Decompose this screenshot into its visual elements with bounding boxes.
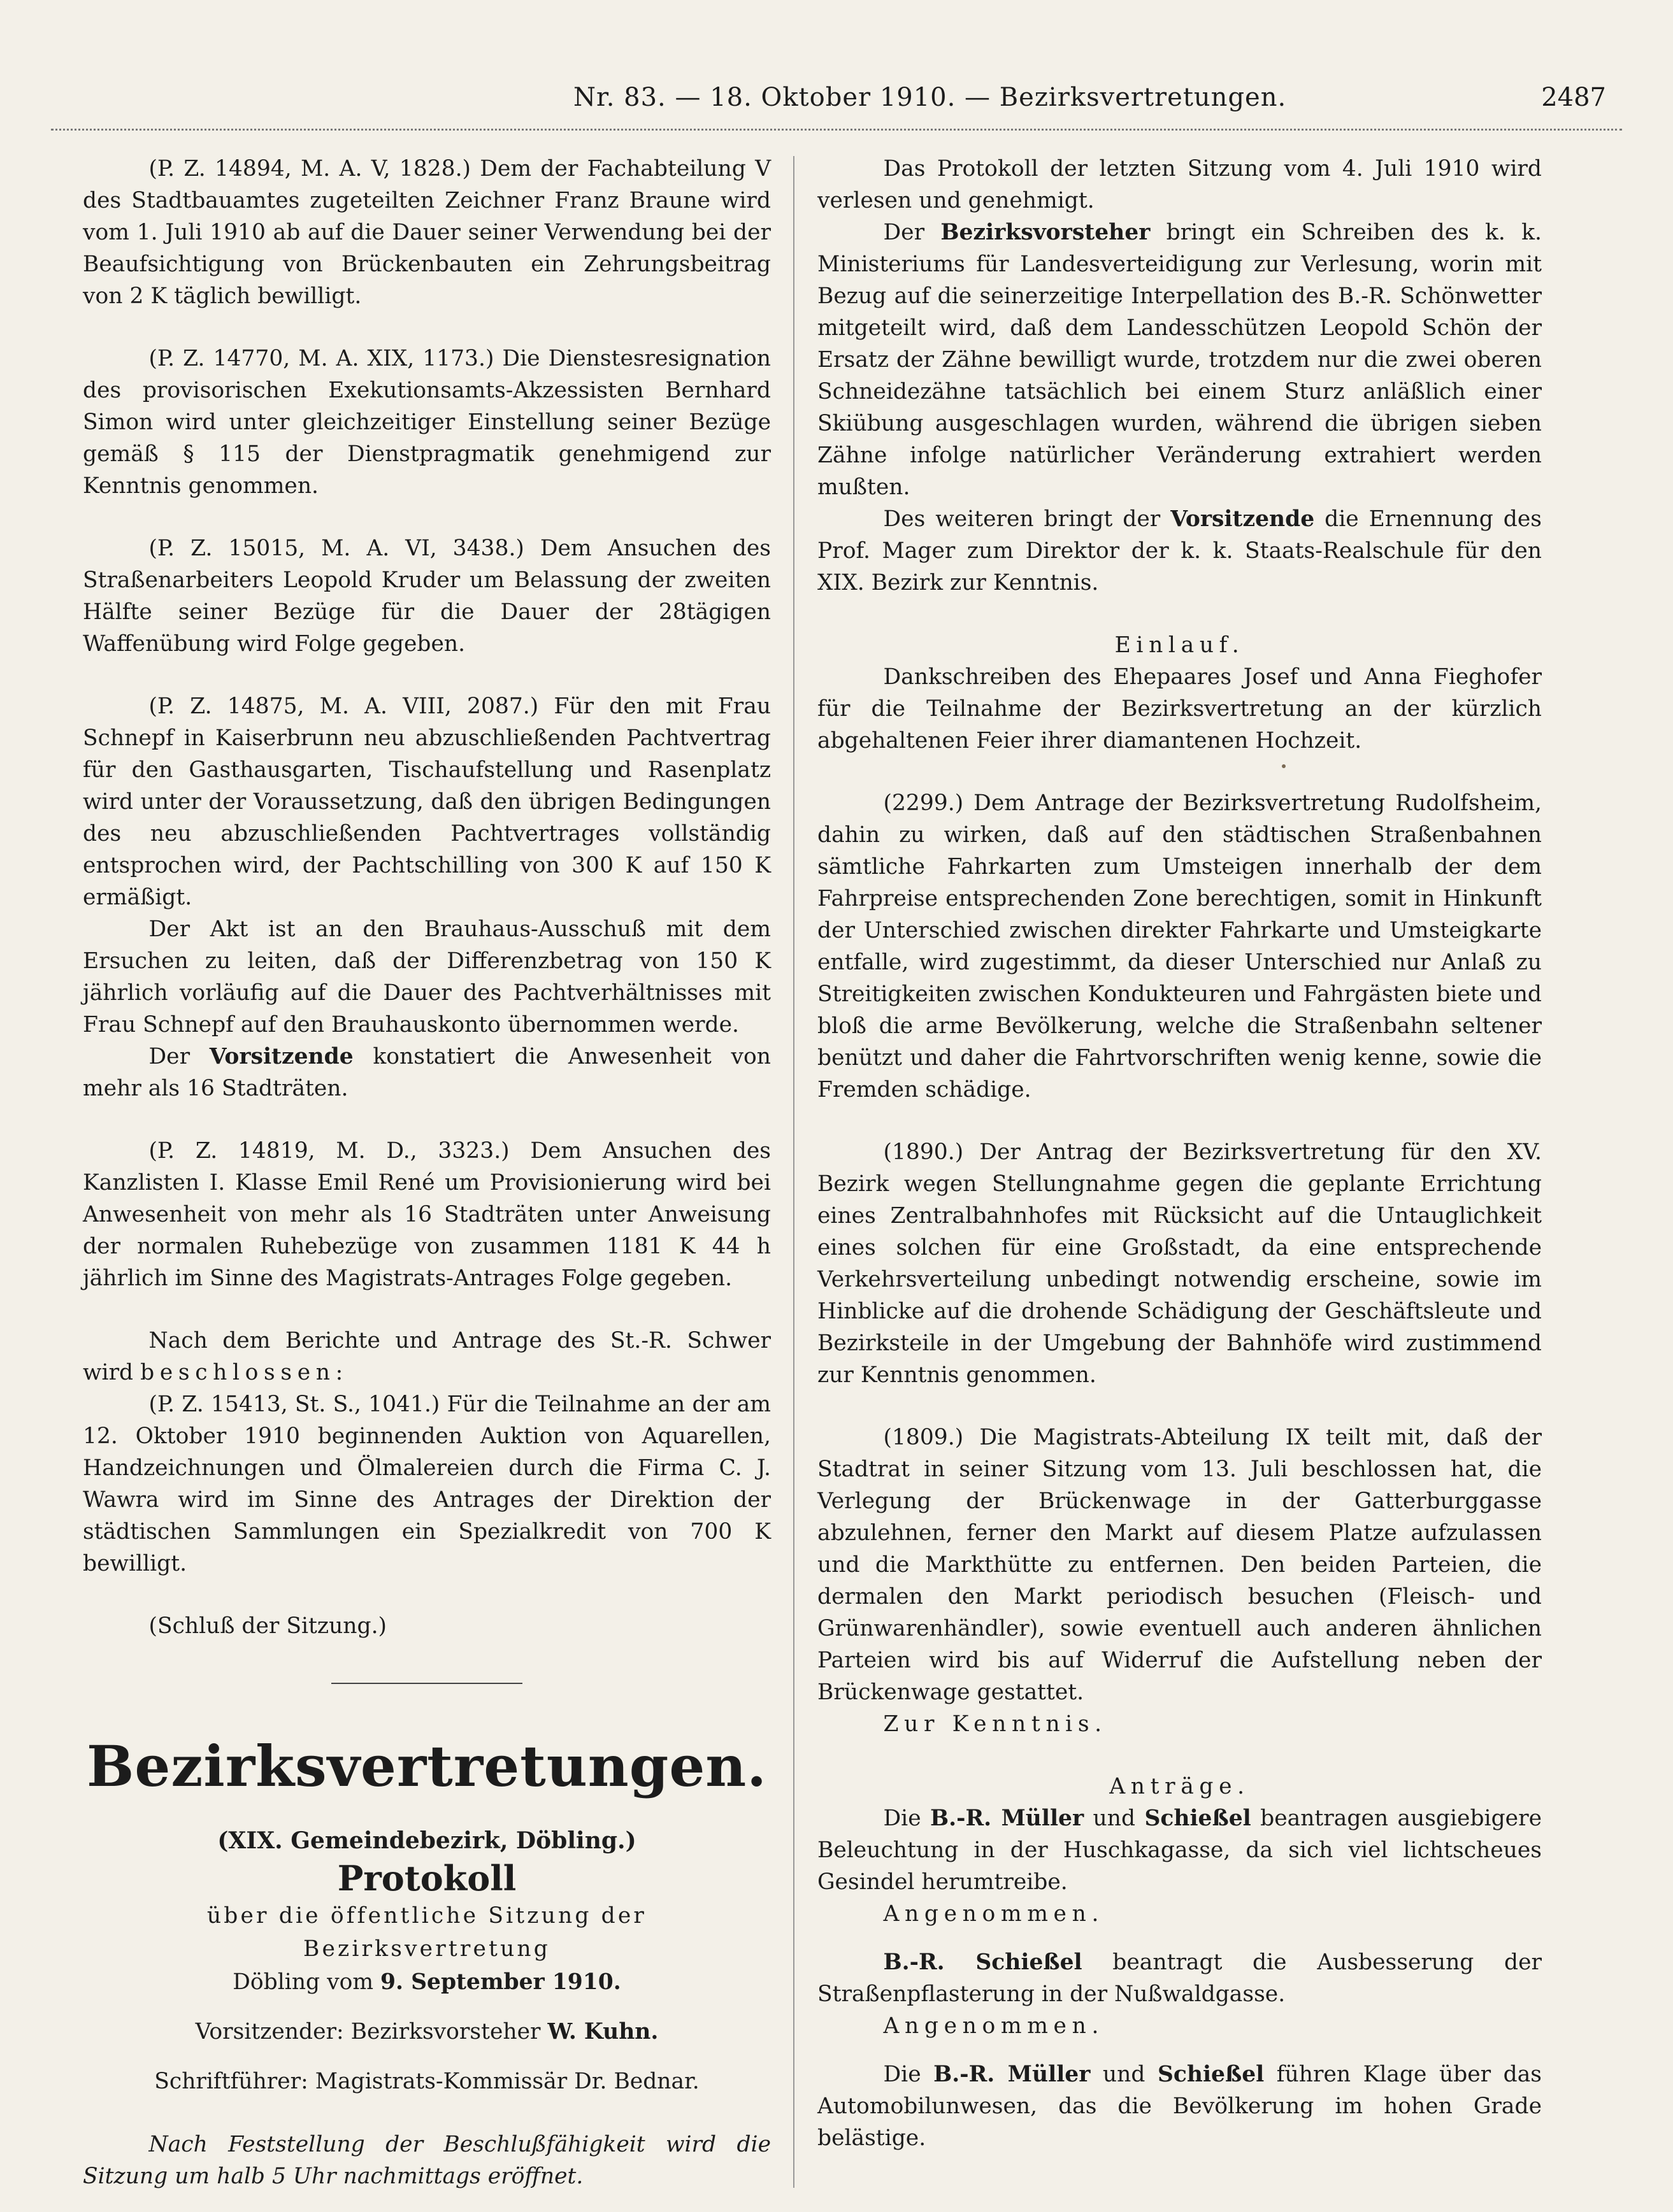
paragraph-kruder: (P. Z. 15015, M. A. VI, 3438.) Dem Ansuchen des Straßenarbeiters Leopold Kruder um Belassung der zweiten Hälfte seiner Bezüge für die Dauer der 28tägigen Waffenübung wird Folge gegeben. bbox=[83, 536, 771, 657]
opening-paragraph: Nach Feststellung der Beschlußfähigkeit wird die Sitzung um halb 5 Uhr nachmittags eröffnet. bbox=[83, 2132, 771, 2189]
bold-name: Schießel bbox=[1157, 2062, 1265, 2087]
paragraph-simon: (P. Z. 14770, M. A. XIX, 1173.) Die Dienstesresignation des provisorischen Exekutionsamts-Akzessisten Bernhard Simon wird unter gleichzeitiger Einstellung seiner Bezüge gemäß § 115 der Dienstpragmatik genehmigend zur Kenntnis genommen. bbox=[83, 346, 771, 499]
paragraph-schwer bbox=[83, 1325, 771, 1388]
bold-name: Schießel bbox=[1144, 1806, 1251, 1831]
paragraph-brauhaus: Der Akt ist an den Brauhaus-Ausschuß mit dem Ersuchen zu leiten, daß der Differenzbetrag von 150 K jährlich vorläufig auf die Dauer des Pachtverhältnisses mit Frau Schnepf auf den Brauhauskonto übernommen werde. bbox=[83, 917, 771, 1038]
paragraph-ernennung bbox=[817, 503, 1542, 599]
session-end: (Schluß der Sitzung.) bbox=[148, 1613, 387, 1639]
note-kenntnis: Zur Kenntnis. bbox=[883, 1711, 1107, 1737]
text-run: Vorsitzender: Bezirksvorsteher bbox=[195, 2019, 548, 2044]
session-line-1: über die öffentliche Sitzung der Bezirksvertretung bbox=[206, 1903, 647, 1962]
bold-name: Vorsitzende bbox=[1170, 506, 1315, 532]
bold-name: B.-R. Müller bbox=[930, 1806, 1084, 1831]
paragraph-dankschreiben: Dankschreiben des Ehepaares Josef und Anna Fieghofer für die Teilnahme der Bezirksvertretung an der kürzlich abgehaltenen Feier ihrer diamantenen Hochzeit. bbox=[817, 664, 1542, 753]
text-run: Nach dem Berichte und Antrage des St.-R. Schwer wird bbox=[83, 1328, 771, 1385]
session-date: 9. September 1910. bbox=[380, 1969, 621, 1995]
session-line-2 bbox=[83, 1966, 771, 1999]
text-run: führen Klage über das Automobilunwesen, das die Bevölkerung im hohen Grade belästige. bbox=[817, 2062, 1542, 2151]
chair-line bbox=[83, 2015, 771, 2048]
antrag-automobil bbox=[817, 2059, 1542, 2154]
paragraph-wawra: (P. Z. 15413, St. S., 1041.) Für die Teilnahme an der am 12. Oktober 1910 beginnenden Auktion von Aquarellen, Handzeichnungen und Ölmalereien durch die Firma C. J. Wawra wird im Sinne des Antrages der Direktion der städtischen Sammlungen ein Spezialkredit von 700 K bewilligt. bbox=[83, 1392, 771, 1576]
antrag-pflasterung bbox=[817, 1946, 1542, 2010]
paragraph-protokoll: Das Protokoll der letzten Sitzung vom 4. Juli 1910 wird verlesen und genehmigt. bbox=[817, 156, 1542, 213]
antraege-heading: Anträge. bbox=[1109, 1774, 1250, 1799]
text-run: die Ernennung des Prof. Mager zum Direktor der k. k. Staats-Realschule für den XIX. Bezirk zur Kenntnis. bbox=[817, 506, 1542, 596]
spaced-word: beschlossen: bbox=[140, 1360, 348, 1385]
paragraph-2299: (2299.) Dem Antrage der Bezirksvertretung Rudolfsheim, dahin zu wirken, daß auf den städtischen Straßenbahnen sämtliche Fahrkarten zum Umsteigen innerhalb der dem Fahrpreise entsprechenden Zone berechtigen, somit in Hinkunft der Unterschied zwischen direkter Fahrkarte und Umsteigkarte entfalle, wird zugestimmt, da dieser Unterschied nur Anlaß zu Streitigkeiten zwischen Kondukteuren und Fahrgästen biete und bloß die arme Bevölkerung, welche die Straßenbahn seltener benützt und daher die Fahrtvorschriften wenig kenne, sowie die Fremden schädige. bbox=[817, 790, 1542, 1102]
text-run: und bbox=[1090, 2062, 1158, 2087]
header-rule bbox=[51, 129, 1622, 131]
result-angenommen: Angenommen. bbox=[883, 2013, 1105, 2039]
text-run: beantragt die Ausbesserung der Straßenpflasterung in der Nußwaldgasse. bbox=[817, 1950, 1542, 2007]
result-angenommen: Angenommen. bbox=[883, 1901, 1105, 1927]
paragraph-schnepf: (P. Z. 14875, M. A. VIII, 2087.) Für den mit Frau Schnepf in Kaiserbrunn neu abzuschließenden Pachtvertrag für den Gasthausgarten, Tischaufstellung und Rasenplatz wird unter der Voraussetzung, daß den übrigen Bedingungen des neu abzuschließenden Pachtvertrages vollständig entsprochen wird, der Pachtschilling von 300 K auf 150 K ermäßigt. bbox=[83, 694, 771, 910]
paragraph-1890: (1890.) Der Antrag der Bezirksvertretung für den XV. Bezirk wegen Stellungnahme gegen die geplante Errichtung eines Zentralbahnhofes mit Rücksicht auf die Untauglichkeit eines solchen für eine Großstadt, da eine entsprechende Verkehrsverteilung unbedingt notwendig erscheine, sowie im Hinblicke auf die drohende Schädigung der Geschäftsleute und Bezirksteile in der Umgebung der Bahnhöfe wird zustimmend zur Kenntnis genommen. bbox=[817, 1139, 1542, 1388]
text-run: Die bbox=[883, 1806, 930, 1831]
text-run: Der bbox=[148, 1044, 210, 1069]
page-header bbox=[51, 83, 1622, 134]
column-divider bbox=[793, 156, 794, 2188]
page-number: 2487 bbox=[1541, 83, 1606, 112]
section-title: Bezirksvertretungen. bbox=[87, 1733, 767, 1799]
text-run: bringt ein Schreiben des k. k. Ministeriums für Landesverteidigung zur Verlesung, worin mit Bezug auf die seinerzeitige Interpellation des B.-R. Schönwetter mitgeteilt wird, daß dem Landesschützen Leopold Schön der Ersatz der Zähne bewilligt wurde, trotzdem nur die zwei oberen Schneidezähne tatsächlich bei einem Sturz anläßlich einer Skiübung ausgeschlagen wurden, während die übrigen sieben Zähne infolge natürlicher Veränderung extrahiert werden mußten. bbox=[817, 220, 1542, 500]
text-run: Des weiteren bringt der bbox=[883, 506, 1171, 532]
district-subtitle: (XIX. Gemeindebezirk, Döbling.) bbox=[217, 1827, 636, 1854]
paragraph-braune: (P. Z. 14894, M. A. V, 1828.) Dem der Fachabteilung V des Stadtbauamtes zugeteilten Zeichner Franz Braune wird vom 1. Juli 1910 ab auf die Dauer seiner Verwendung bei der Beaufsichtigung von Brückenbauten ein Zehrungsbeitrag von 2 K täglich bewilligt. bbox=[83, 156, 771, 309]
protokoll-heading: Protokoll bbox=[337, 1858, 517, 1899]
text-run: beantragen ausgiebigere Beleuchtung in der Huschkagasse, da sich viel lichtscheues Gesindel herumtreibe. bbox=[817, 1806, 1542, 1895]
section-rule bbox=[331, 1683, 522, 1684]
text-run: Döbling vom bbox=[233, 1969, 381, 1995]
paragraph-rene: (P. Z. 14819, M. D., 3323.) Dem Ansuchen des Kanzlisten I. Klasse Emil René um Provisionierung wird bei Anwesenheit von mehr als 16 Stadträten unter Anweisung der normalen Ruhebezüge von zusammen 1181 K 44 h jährlich im Sinne des Magistrats-Antrages Folge gegeben. bbox=[83, 1138, 771, 1291]
bold-name: B.-R. Müller bbox=[933, 2062, 1091, 2087]
text-run: Der bbox=[883, 220, 941, 245]
antrag-beleuchtung bbox=[817, 1802, 1542, 1898]
paragraph-vorsitzende bbox=[83, 1041, 771, 1104]
paragraph-bezirksvorsteher bbox=[817, 217, 1542, 503]
bold-name: Bezirksvorsteher bbox=[940, 220, 1151, 245]
paper-speck bbox=[1282, 764, 1286, 768]
right-column bbox=[817, 153, 1542, 2154]
paragraph-1809: (1809.) Die Magistrats-Abteilung IX teilt mit, daß der Stadtrat in seiner Sitzung vom 13. Juli beschlossen hat, die Verlegung der Brückenwage in der Gatterburggasse abzulehnen, ferner den Markt auf diesem Platze aufzulassen und die Markthütte zu entfernen. Den beiden Parteien, die dermalen den Markt periodisch besuchen (Fleisch- und Grünwarenhändler), sowie eventuell auch anderen ähnlichen Parteien wird bis auf Widerruf die Aufstellung neben der Brückenwage gestattet. bbox=[817, 1425, 1542, 1705]
bold-name: B.-R. Schießel bbox=[883, 1950, 1082, 1975]
header-title: Nr. 83. — 18. Oktober 1910. — Bezirksvertretungen. bbox=[573, 83, 1287, 112]
text-run: und bbox=[1084, 1806, 1145, 1831]
bold-name: Vorsitzende bbox=[209, 1044, 354, 1069]
secretary-line: Schriftführer: Magistrats-Kommissär Dr. Bednar. bbox=[154, 2069, 700, 2094]
text-run: konstatiert die Anwesenheit von mehr als 16 Stadträten. bbox=[83, 1044, 771, 1101]
text-run: Die bbox=[883, 2062, 934, 2087]
left-column bbox=[83, 153, 771, 2192]
chair-name: W. Kuhn. bbox=[547, 2019, 659, 2044]
einlauf-heading: Einlauf. bbox=[1114, 632, 1245, 658]
